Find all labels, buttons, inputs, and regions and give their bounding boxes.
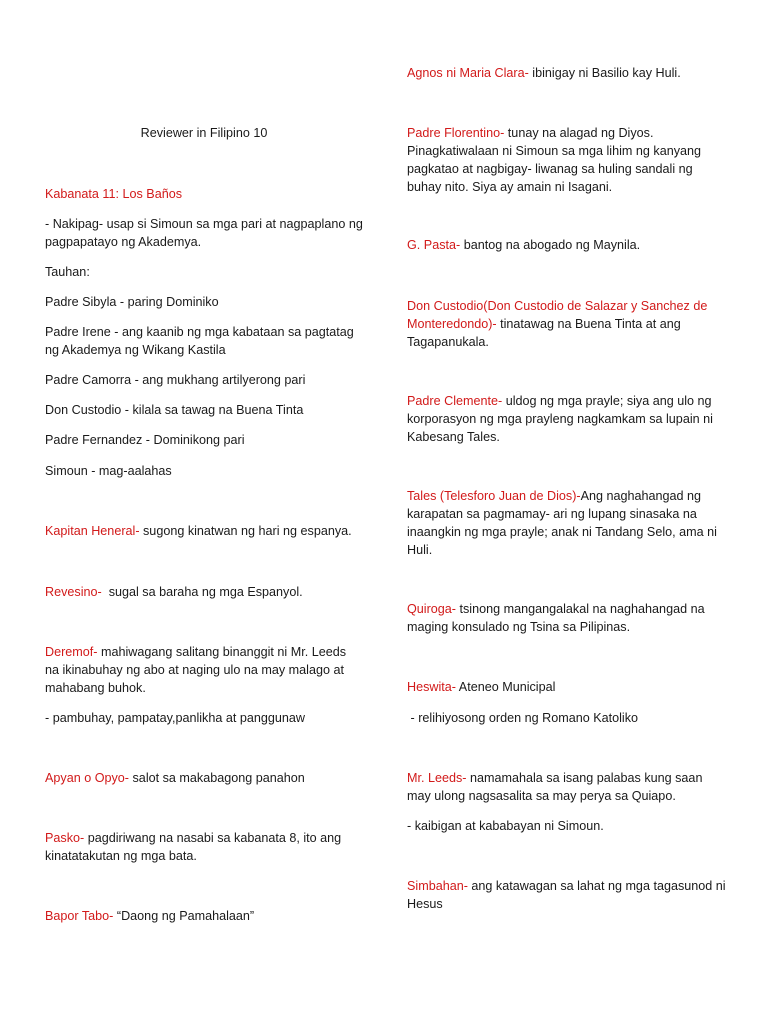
term: Quiroga- [407,602,456,616]
term: Kapitan Heneral- [45,524,140,538]
definition: tunay na alagad ng Diyos. Pinagkatiwalaan ni Simoun sa mga lihim ng kanyang pagkatao at nagbigay- liwanag sa huling sandali ng buhay nito. Siya ay amain ni Isagani. [407,126,702,194]
character-entry [45,293,363,311]
definition-entry [407,487,729,559]
definition: “Daong ng Pamahalaan” [113,909,255,923]
definition-entry [45,709,363,727]
definition-entry [407,236,729,254]
definition: uldog ng mga prayle; siya ang ulo ng korporasyon ng mga prayleng nagkamkam sa lupain ni Kabesang Tales. [407,394,713,444]
definition: tsinong mangangalakal na naghahangad na maging konsulado ng Tsina sa Pilipinas. [407,602,705,634]
definition-entry [45,643,363,697]
term: Kabanata 11: Los Baños [45,187,183,201]
term: Padre Clemente- [407,394,503,408]
term: Simbahan- [407,879,468,893]
chapter-heading [45,185,363,203]
definition: - Nakipag- usap si Simoun sa mga pari at nagpaplano ng pagpapatayo ng Akademya. [45,217,363,249]
definition: tinatawag na Buena Tinta at ang Tagapanukala. [407,317,681,349]
term: Don Custodio(Don Custodio de Salazar y Sanchez de Monteredondo)- [407,299,708,331]
definition-entry [407,600,729,636]
definition-entry [45,769,363,787]
definition-entry [407,817,729,835]
document-title: Reviewer in Filipino 10 [140,126,268,140]
definition: sugal sa baraha ng mga Espanyol. [101,585,303,599]
definition: Ateneo Municipal [456,680,556,694]
definition: - pambuhay, pampatay,panlikha at panggunaw [45,711,305,725]
definition-entry [45,829,363,865]
definition-entry [407,877,729,913]
definition-entry [45,215,363,251]
definition-entry [407,392,729,446]
definition: - kaibigan at kababayan ni Simoun. [407,819,604,833]
definition: ang katawagan sa lahat ng mga tagasunod ni Hesus [407,879,726,911]
character-entry [45,401,363,419]
definition: sugong kinatwan ng hari ng espanya. [139,524,352,538]
definition: bantog na abogado ng Maynila. [460,238,641,252]
definition: Padre Camorra - ang mukhang artilyerong pari [45,373,306,387]
definition: ibinigay ni Basilio kay Huli. [528,66,681,80]
definition-entry [407,769,729,805]
character-entry [45,431,363,449]
term: Padre Florentino- [407,126,505,140]
term: Pasko- [45,831,85,845]
definition-entry [407,64,729,82]
definition: - relihiyosong orden ng Romano Katoliko [407,711,639,725]
definition: Don Custodio - kilala sa tawag na Buena Tinta [45,403,304,417]
term: Bapor Tabo- [45,909,114,923]
definition-entry [45,263,363,281]
definition: Tauhan: [45,265,90,279]
term: Mr. Leeds- [407,771,467,785]
definition: Simoun - mag-aalahas [45,464,172,478]
definition: salot sa makabagong panahon [129,771,305,785]
term: Apyan o Opyo- [45,771,130,785]
definition: pagdiriwang na nasabi sa kabanata 8, ito ang kinatatakutan ng mga bata. [45,831,342,863]
character-entry [45,462,363,480]
definition-entry [407,709,729,727]
definition-entry [45,522,363,540]
character-entry [45,323,363,359]
definition: Padre Fernandez - Dominikong pari [45,433,245,447]
definition-entry [45,907,363,925]
definition-entry [407,124,729,196]
character-entry [45,371,363,389]
term: Tales (Telesforo Juan de Dios)- [407,489,581,503]
term: G. Pasta- [407,238,461,252]
term: Heswita- [407,680,456,694]
definition-entry [407,678,729,696]
definition: Ang naghahangad ng karapatan sa pagmamay- ari ng lupang sinasaka na inaangkin ng mga prayle; anak ni Tandang Selo, ama ni Huli. [407,489,717,557]
definition-entry [407,297,729,351]
term: Agnos ni Maria Clara- [407,66,529,80]
definition-entry [45,583,363,601]
term: Revesino- [45,585,102,599]
definition: mahiwagang salitang binanggit ni Mr. Leeds na ikinabuhay ng abo at naging ulo na may malago at mahabang buhok. [45,645,347,695]
definition: Padre Irene - ang kaanib ng mga kabataan sa pagtatag ng Akademya ng Wikang Kastila [45,325,354,357]
definition: Padre Sibyla - paring Dominiko [45,295,219,309]
definition: namamahala sa isang palabas kung saan may ulong nagsasalita sa may perya sa Quiapo. [407,771,703,803]
term: Deremof- [45,645,98,659]
